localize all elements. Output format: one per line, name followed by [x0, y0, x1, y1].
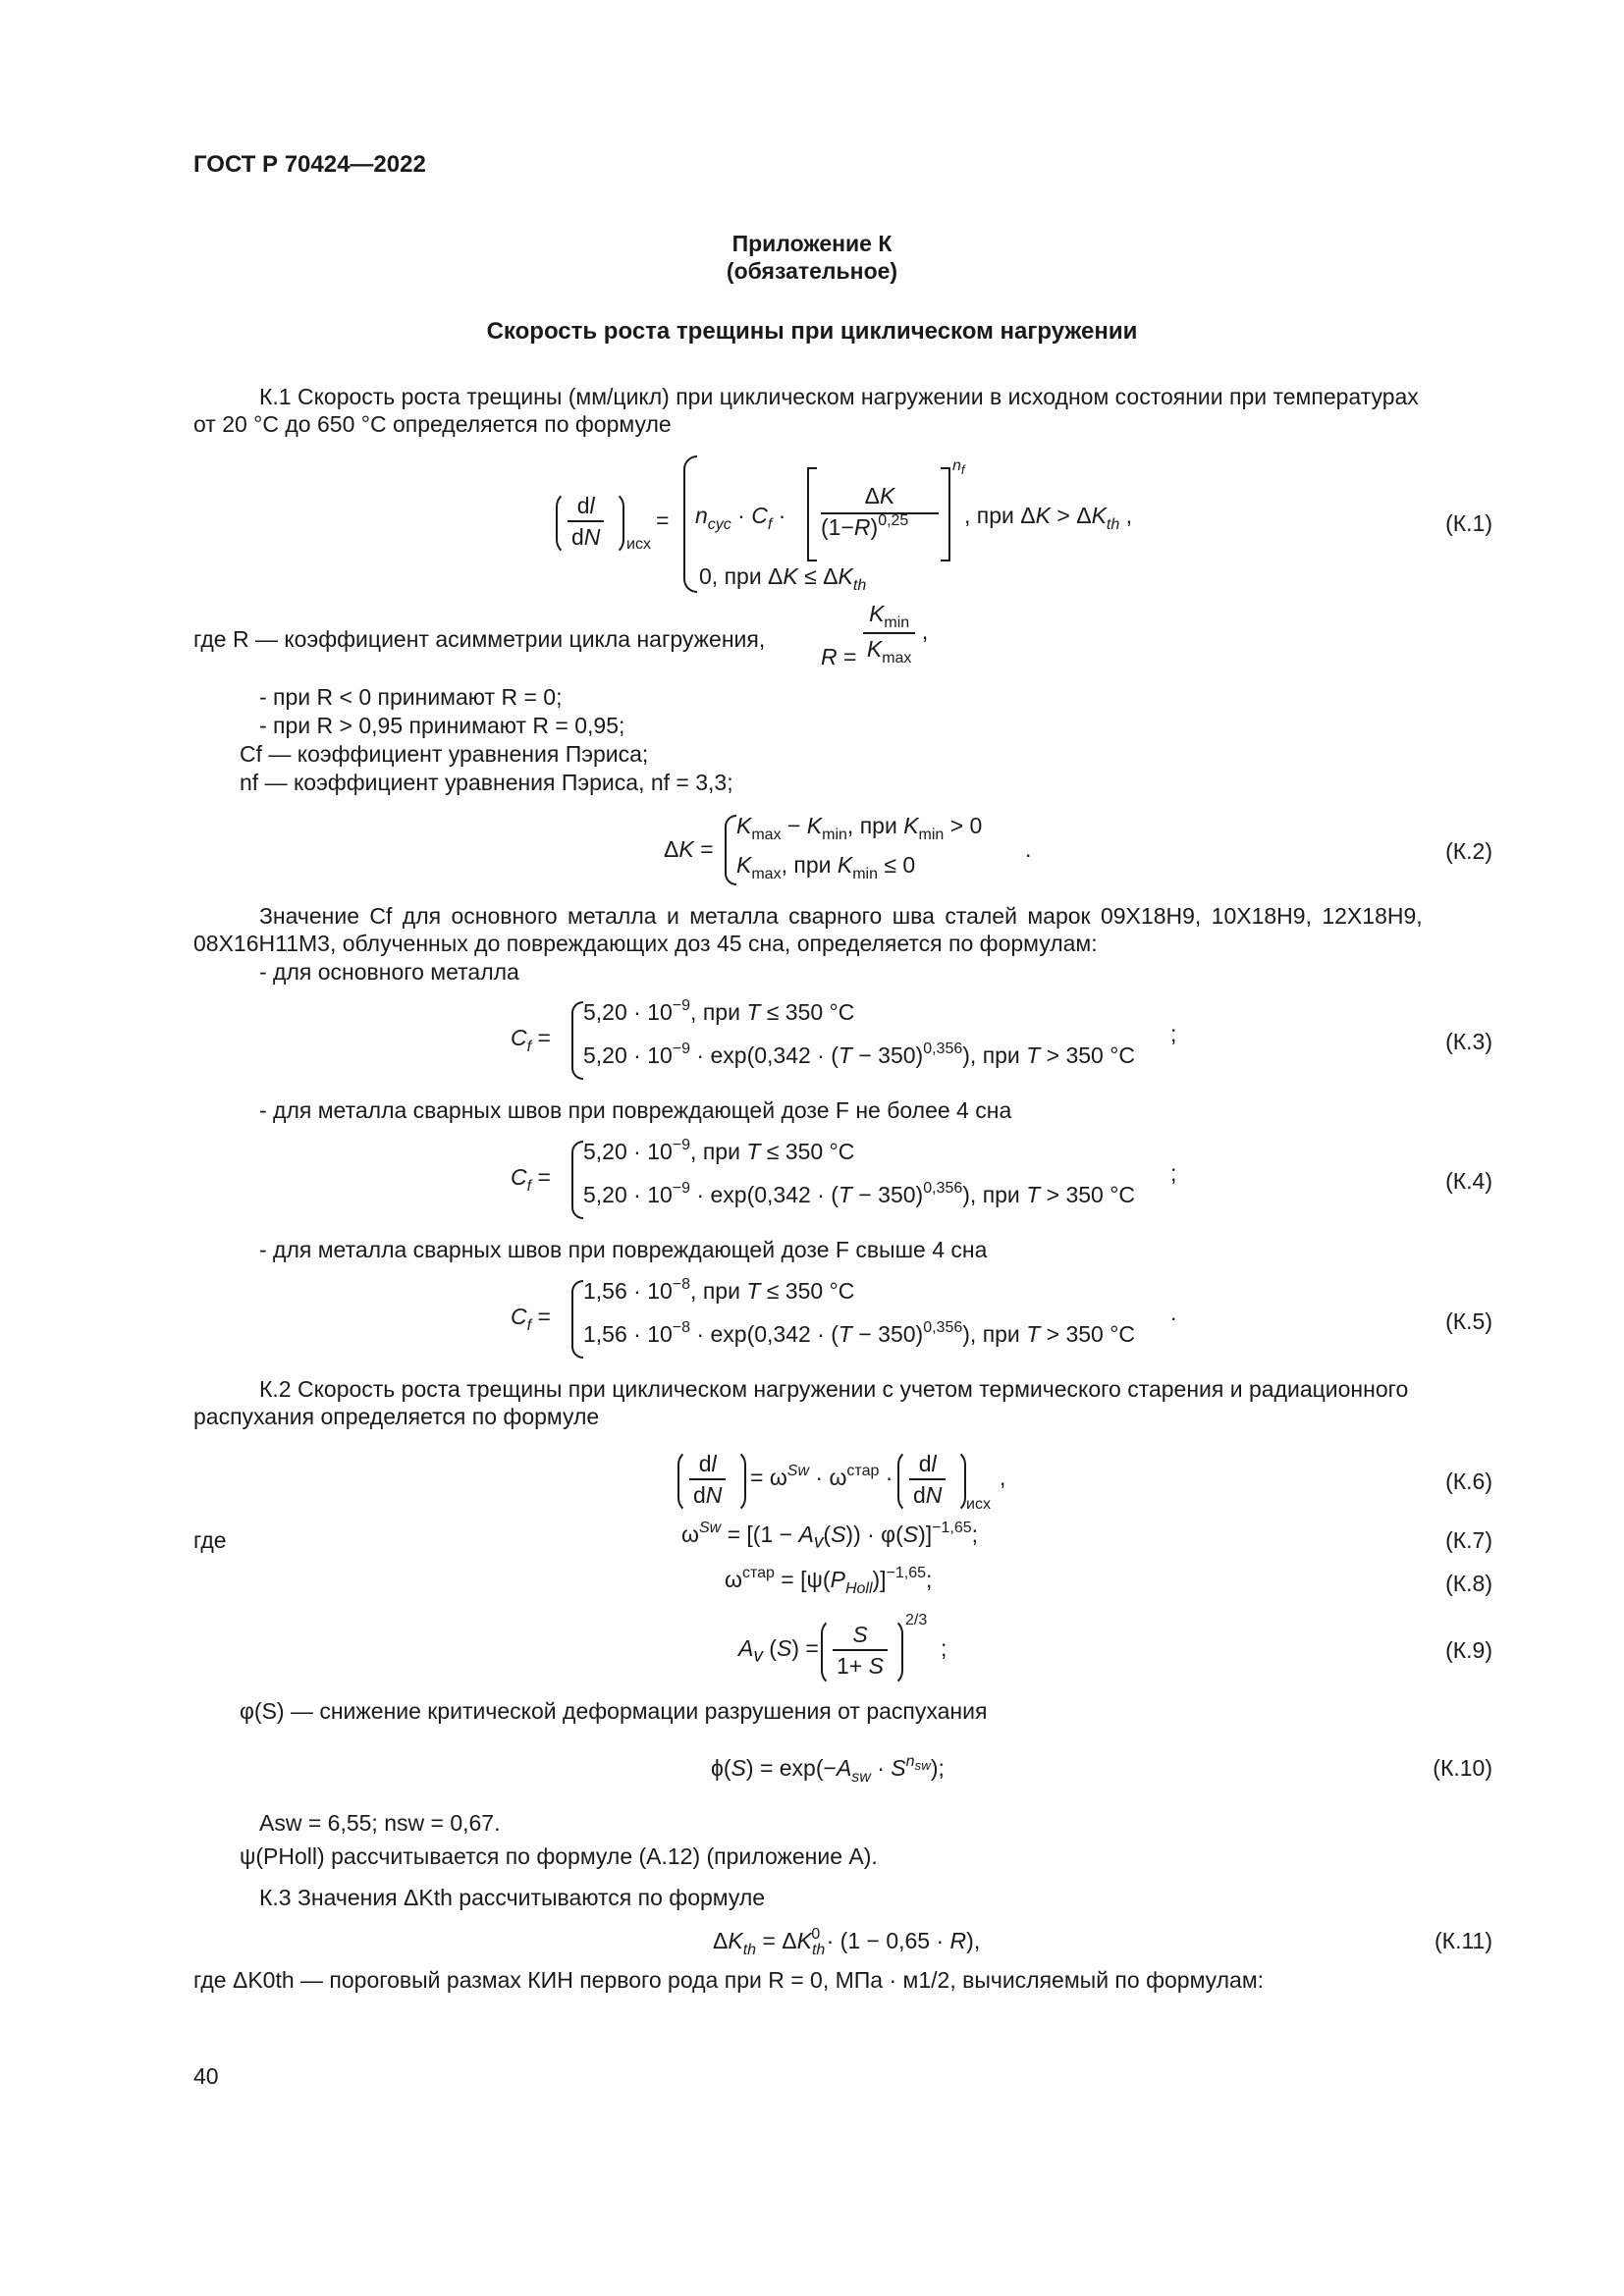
eq-number-k5: (К.5) — [1445, 1308, 1492, 1334]
appendix-title: Приложение К — [731, 231, 893, 256]
formula-k8: $\omega^{стар} = [\psi(P_{Holl})]^{-1,65}$; — [725, 1565, 933, 1597]
cf-paragraph-line2: 08Х16Н11М3, облученных до повреждающих доз 45 сна, определяется по формулам: — [193, 931, 1098, 956]
formula-k3: $C_f$ = $5,20 \cdot 10^{-9}$, при T ≤ 350 °С $5,20 \cdot 10^{-9} \cdot \exp(0,342 \cdot (T - 350)^{0,356})$, при T > 350 °С ; — [511, 999, 1198, 1082]
weld-le4-label: - для металла сварных швов при повреждающей дозе F не более 4 сна — [259, 1097, 1012, 1123]
formula-k1: $\frac{dl}{dN}$ исх = $n_{cyc} \cdot C_f$ · ΔK $(1-R)^{0,25}$ $n_f$ , при $\Delta K > \Delta K_{th}$ , 0, при $\Delta K \le \Delta K_{th}$ — [550, 452, 1159, 599]
page-number: 40 — [193, 2063, 219, 2089]
weld-gt4-label: - для металла сварных швов при повреждающей дозе F свыше 4 сна — [259, 1237, 988, 1262]
formula-k11: $\Delta K_{th} = \Delta K_{th}^0 \cdot (1 - 0,65 \cdot R)$, — [713, 1926, 981, 1958]
section-title: Скорость роста трещины при циклическом нагружении — [486, 318, 1138, 345]
formula-k9: $A_v$ (S) = $\frac{S}{1+ S}$ 2/3 ; — [738, 1610, 994, 1698]
formula-k6: $\frac{dl}{dN}$ = $\omega^{Sw} \cdot \omega^{стар}$ · $\frac{dl}{dN}$ исх , — [677, 1443, 1051, 1531]
eq-number-k9: (К.9) — [1445, 1637, 1492, 1663]
appendix-status: (обязательное) — [726, 258, 898, 284]
asw-nsw-values: Asw = 6,55; nsw = 0,67. — [259, 1810, 501, 1836]
k1-paragraph-line2: от 20 °С до 650 °С определяется по формуле — [193, 411, 672, 437]
eq-number-k3: (К.3) — [1445, 1029, 1492, 1054]
cf-paragraph-line1: Значение Cf для основного металла и металла сварного шва сталей марок 09Х18Н9, 10Х18Н9, 12Х18Н9, — [259, 903, 1423, 929]
formula-k7: $\omega^{Sw} = [(1 - A_v(S)) \cdot \varphi(S)]^{-1,65}$; — [681, 1520, 979, 1553]
formula-k4: $C_f$ = $5,20 \cdot 10^{-9}$, при T ≤ 350 °С $5,20 \cdot 10^{-9} \cdot \exp(0,342 \cdot (T - 350)^{0,356})$, при T > 350 °С ; — [511, 1139, 1198, 1221]
list-item: - при R > 0,95 принимают R = 0,95; — [259, 713, 625, 738]
list-item: nf — коэффициент уравнения Пэриса, nf = 3,3; — [240, 770, 733, 795]
eq-number-k6: (К.6) — [1445, 1468, 1492, 1494]
list-item: Cf — коэффициент уравнения Пэриса; — [240, 741, 649, 767]
k1-paragraph-line1: К.1 Скорость роста трещины (мм/цикл) при циклическом нагружении в исходном состоянии при температурах — [259, 384, 1419, 409]
psi-reference: ψ(PHoll) рассчитывается по формуле (А.12) (приложение А). — [240, 1843, 878, 1869]
where-label: где — [193, 1527, 227, 1553]
formula-k5: $C_f$ = $1,56 \cdot 10^{-8}$, при T ≤ 350 °С $1,56 \cdot 10^{-8} \cdot \exp(0,342 \cdot (T - 350)^{0,356})$, при T > 350 °С . — [511, 1278, 1198, 1361]
base-metal-label: - для основного металла — [259, 959, 519, 985]
where-r-text: где R — коэффициент асимметрии цикла нагружения, — [193, 626, 766, 652]
k2-paragraph-line2: распухания определяется по формуле — [193, 1404, 600, 1429]
formula-r: R = $\frac{K_{min}}{K_{max}}$ , — [821, 601, 929, 670]
eq-number-k1: (К.1) — [1445, 510, 1492, 536]
list-item: - при R < 0 принимают R = 0; — [259, 684, 563, 710]
eq-number-k4: (К.4) — [1445, 1168, 1492, 1194]
eq-number-k10: (К.10) — [1433, 1755, 1492, 1781]
eq-number-k7: (К.7) — [1445, 1527, 1492, 1553]
k3-where-line: где ΔK0th — пороговый размах КИН первого рода при R = 0, МПа · м1/2, вычисляемый по формулам: — [193, 1967, 1265, 1993]
eq-number-k11: (К.11) — [1435, 1928, 1492, 1953]
phi-description: φ(S) — снижение критической деформации разрушения от распухания — [240, 1698, 988, 1724]
formula-k10: $\phi(S) = \exp(-A_{sw} \cdot S^{n_{sw}})$; — [711, 1753, 945, 1786]
eq-number-k2: (К.2) — [1445, 838, 1492, 864]
k3-paragraph: К.3 Значения ΔKth рассчитываются по формуле — [259, 1885, 766, 1910]
document-header: ГОСТ Р 70424—2022 — [193, 151, 426, 178]
formula-k2: ΔK = $K_{max} - K_{min}$, при $K_{min} > 0$ $K_{max}$, при $K_{min} \le 0$ . — [664, 811, 1076, 889]
k2-paragraph-line1: К.2 Скорость роста трещины при циклическом нагружении с учетом термического старения и радиационного — [259, 1376, 1409, 1402]
eq-number-k8: (К.8) — [1445, 1571, 1492, 1596]
